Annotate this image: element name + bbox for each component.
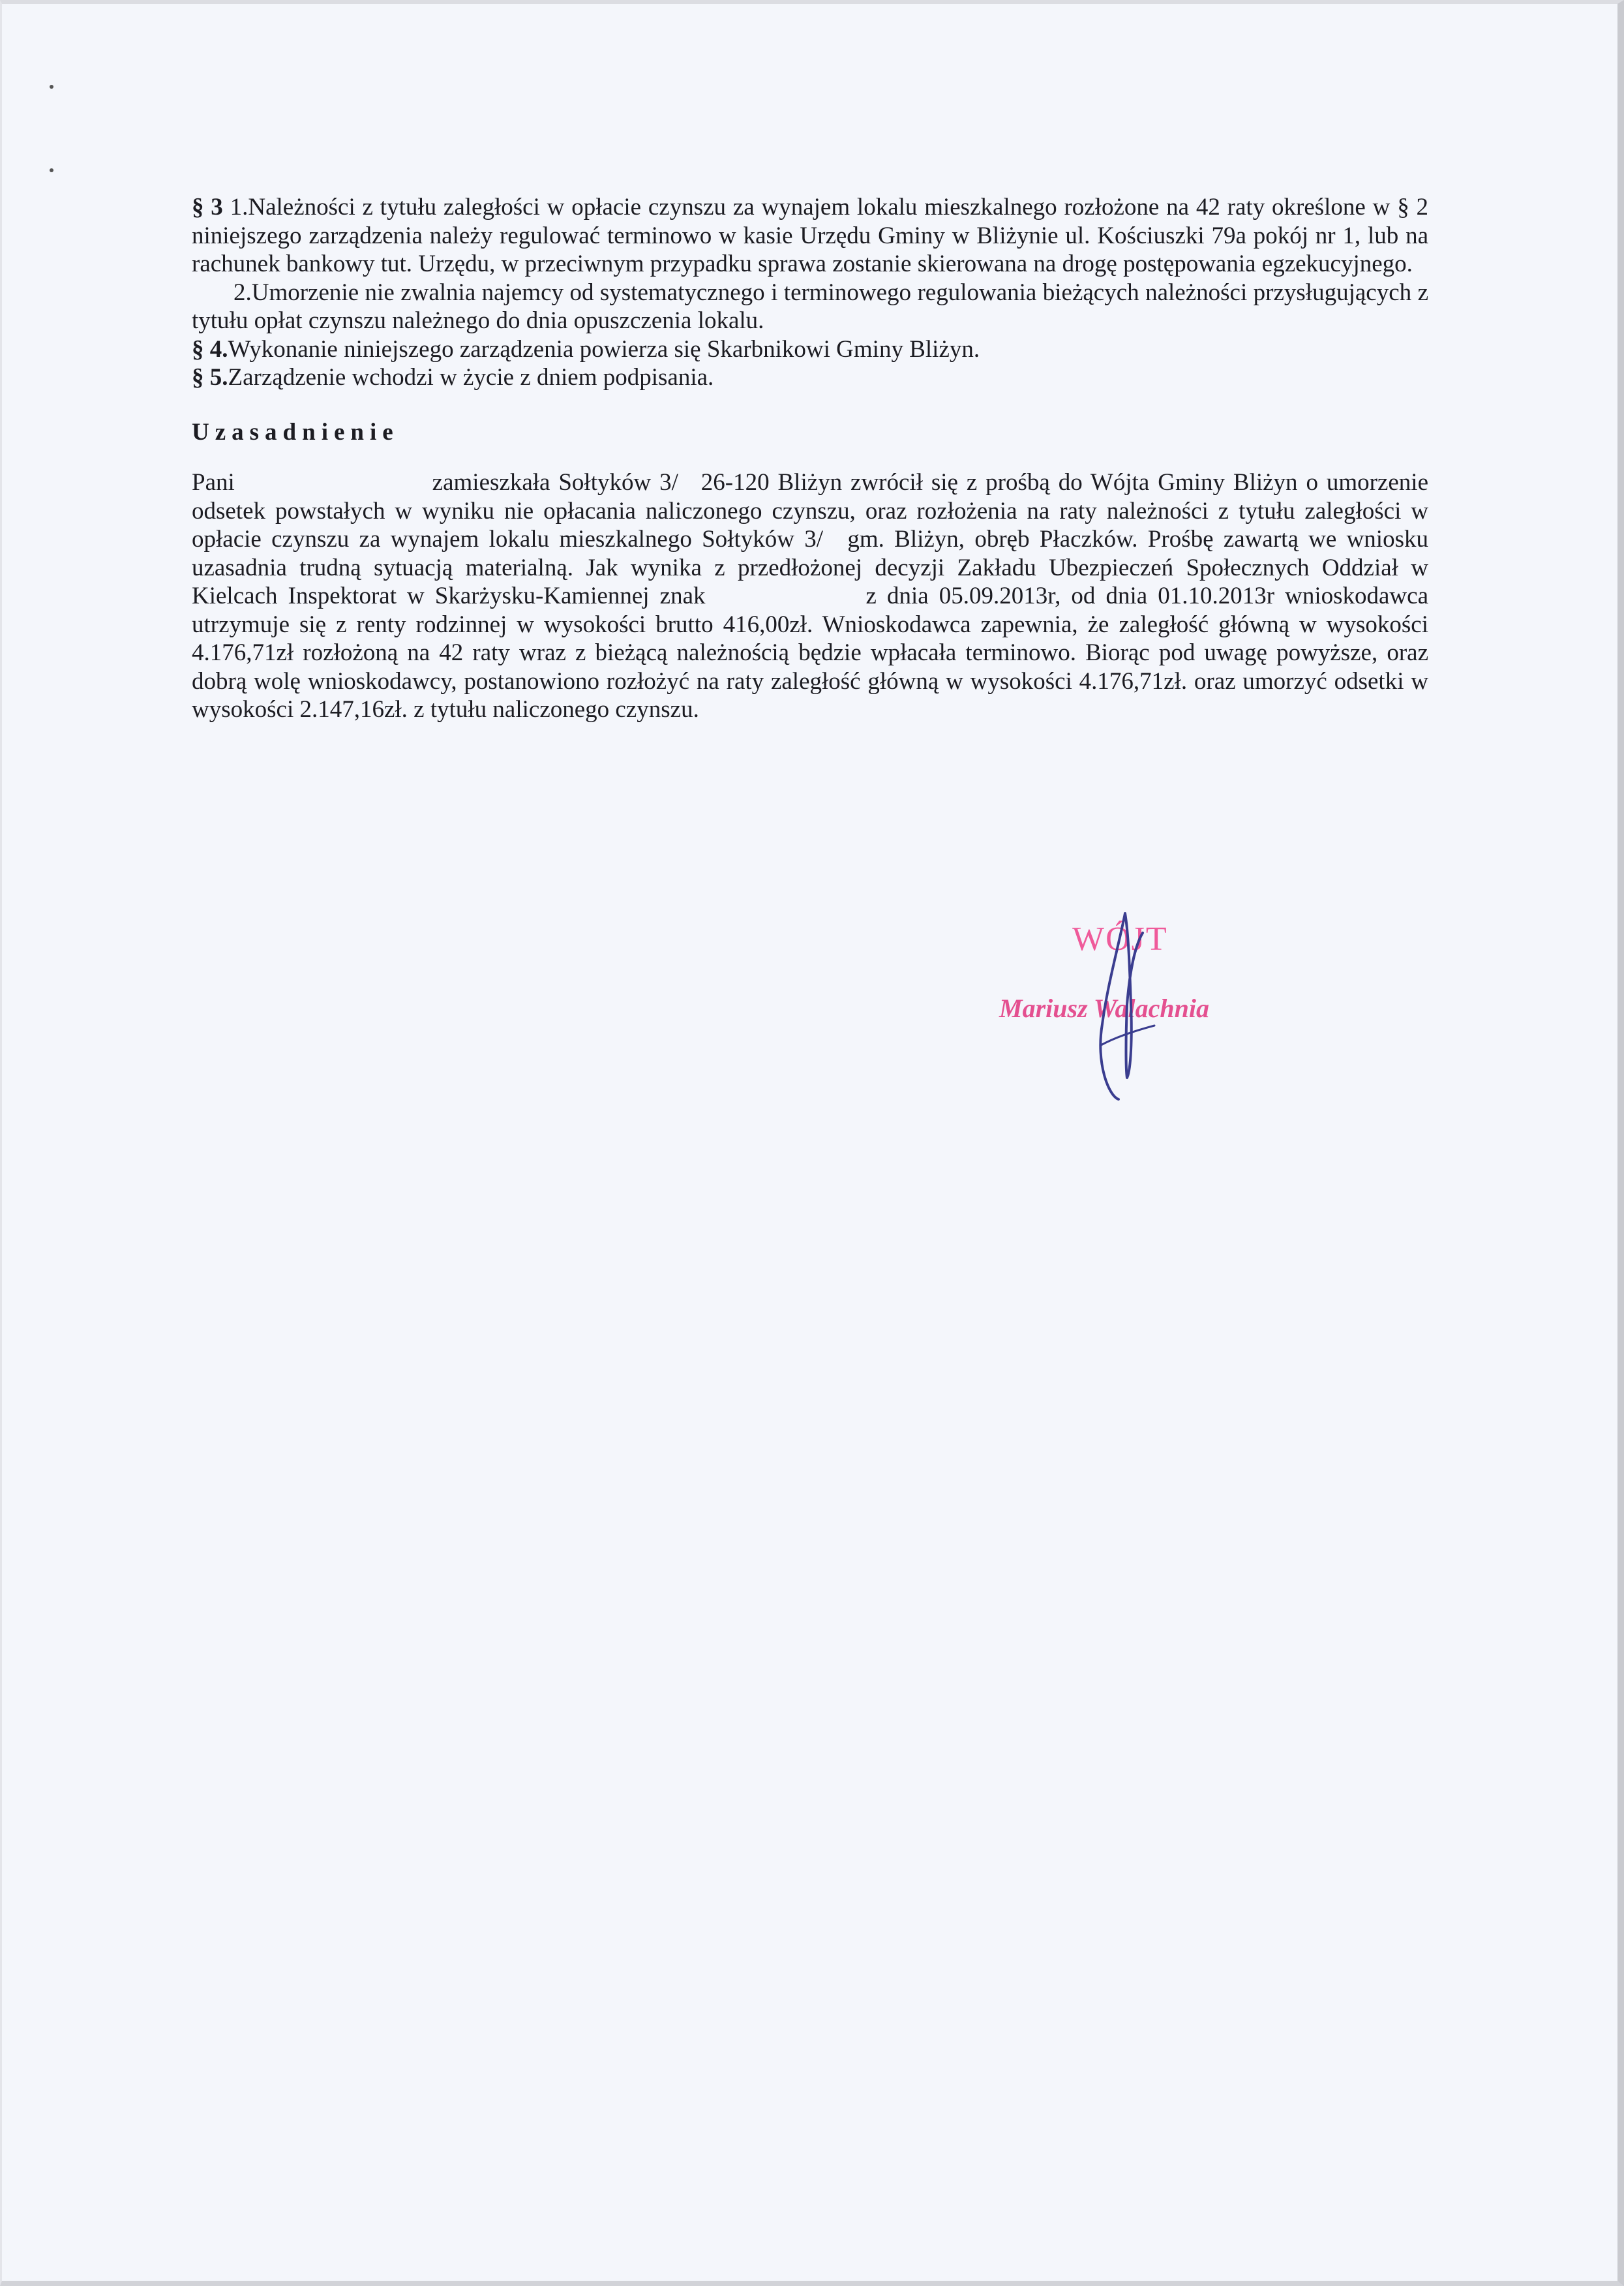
justification-part-b: zamieszkała Sołtyków 3/ bbox=[423, 469, 678, 496]
paragraph-5-text: Zarządzenie wchodzi w życie z dniem podpisania. bbox=[228, 364, 714, 391]
paragraph-5 bbox=[192, 363, 1428, 392]
paragraph-3-text: 1.Należności z tytułu zaległości w opłacie czynszu za wynajem lokalu mieszkalnego rozłożone na 42 raty określone w § 2 niniejszego zarządzenia należy regulować terminowo w kasie Urzędu Gminy w Bliżynie ul. Kościuszki 79a pokój nr 1, lub na rachunek bankowy tut. Urzędu, w przeciwnym przypadku sprawa zostanie skierowana na drogę postępowania egzekucyjnego. bbox=[192, 194, 1428, 277]
paragraph-3-label: § 3 bbox=[192, 194, 223, 221]
paragraph-4-text: Wykonanie niniejszego zarządzenia powierza się Skarbnikowi Gminy Bliżyn. bbox=[228, 335, 980, 363]
scan-speck bbox=[50, 85, 53, 89]
signature-icon bbox=[991, 907, 1298, 1122]
justification-text bbox=[192, 468, 1428, 724]
paragraph-5-label: § 5. bbox=[192, 364, 228, 391]
justification-part-c: 26-120 Bliżyn zwrócił się z prośbą do Wójta Gminy Bliżyn o umorzenie odsetek powstałych w wyniku nie opłacania naliczonego czynszu, oraz rozłożenia na raty należności z tytułu zaległości w opłacie czynszu za wynajem lokalu mieszkalnego Sołtyków 3/ bbox=[192, 469, 1428, 553]
paragraph-4-label: § 4. bbox=[192, 335, 228, 363]
justification-part-a: Pani bbox=[192, 469, 235, 496]
stamp-title: WÓJT bbox=[1072, 921, 1168, 958]
justification-part-e: z dnia 05.09.2013r, od dnia 01.10.2013r wnioskodawca utrzymuje się z renty rodzinnej w wysokości brutto 416,00zł. Wnioskodawca zapewnia, że zaległość główną w wysokości 4.176,71zł rozłożoną na 42 raty wraz z bieżącą należnością będzie wpłacała terminowo. Biorąc pod uwagę powyższe, oraz dobrą wolę wnioskodawcy, postanowiono rozłożyć na raty zaległość główną w wysokości 4.176,71zł. oraz umorzyć odsetki w wysokości 2.147,16zł. z tytułu naliczonego czynszu. bbox=[192, 583, 1429, 723]
justification-part-d: gm. Bliżyn, obręb Płaczków. Prośbę zawartą we wniosku uzasadnia trudną sytuacją materialną. Jak wynika z przedłożonej decyzji Zakładu Ubezpieczeń Społecznych Oddział w Kielcach Inspektorat w Skarżysku-Kamiennej znak bbox=[192, 526, 1428, 609]
stamp-name: Mariusz Walachnia bbox=[999, 994, 1209, 1023]
document-body bbox=[192, 193, 1428, 724]
signature-block bbox=[991, 907, 1298, 1122]
paragraph-3 bbox=[192, 193, 1428, 279]
justification-heading: Uzasadnienie bbox=[192, 418, 399, 446]
paragraph-4 bbox=[192, 335, 1428, 364]
paragraph-3-point-2: 2.Umorzenie nie zwalnia najemcy od systematycznego i terminowego regulowania bieżących należności przysługujących z tytułu opłat czynszu należnego do dnia opuszczenia lokalu. bbox=[192, 279, 1428, 334]
scan-speck bbox=[50, 168, 53, 172]
